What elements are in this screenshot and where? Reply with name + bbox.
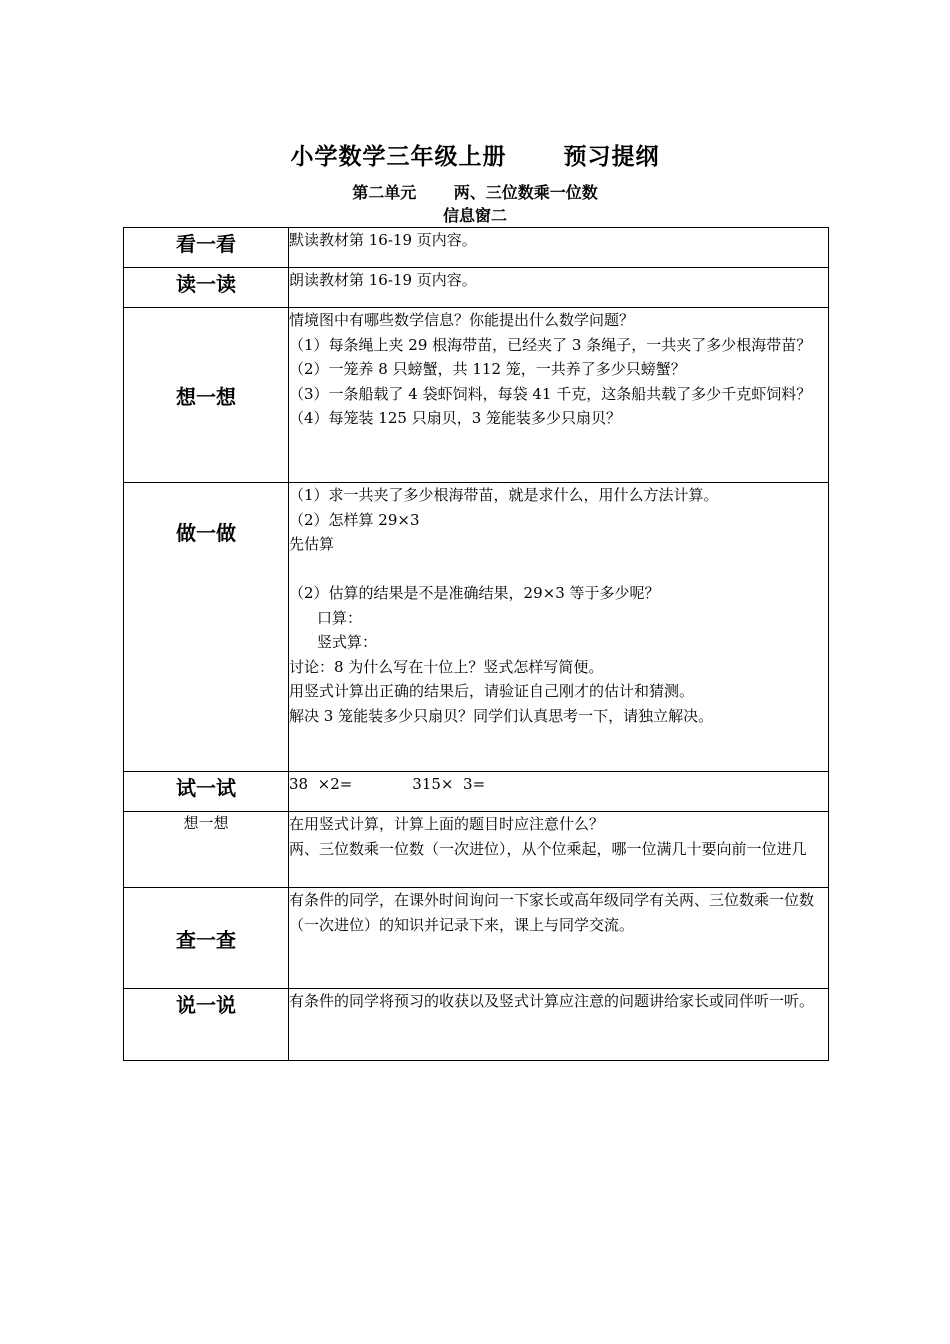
table-row <box>124 812 829 888</box>
table-row <box>124 989 829 1061</box>
row-content-look <box>289 228 829 268</box>
content-line <box>289 557 828 582</box>
row-content-say <box>289 989 829 1061</box>
content-line: 口算： <box>317 608 363 627</box>
row-content-try <box>289 772 829 812</box>
row-label-do: 做一做 <box>124 483 289 772</box>
content-line: 38 ×2= 315× 3= <box>289 775 486 793</box>
content-line: （2）估算的结果是不是准确结果，29×3 等于多少呢？ <box>289 584 660 602</box>
row-content-do <box>289 483 829 772</box>
content-line: 有条件的同学，在课外时间询问一下家长或高年级同学有关两、三位数乘一位数（一次进位）的知识并记录下来，课上与同学交流。 <box>289 891 815 934</box>
row-content-check <box>289 888 829 989</box>
table-row <box>124 228 829 268</box>
content-line: 讨论：8 为什么写在十位上？竖式怎样写简便。 <box>289 657 604 676</box>
content-line: 有条件的同学将预习的收获以及竖式计算应注意的问题讲给家长或同伴听一听。 <box>289 992 815 1010</box>
content-line: 在用竖式计算，计算上面的题目时应注意什么？ <box>289 815 605 833</box>
table-row <box>124 888 829 989</box>
content-line: 解决 3 笼能装多少只扇贝？同学们认真思考一下，请独立解决。 <box>289 706 714 725</box>
row-label-read: 读一读 <box>124 268 289 308</box>
row-label-try: 试一试 <box>124 772 289 812</box>
content-line: （2）一笼养 8 只螃蟹，共 112 笼，一共养了多少只螃蟹？ <box>289 360 686 378</box>
content-line: （1）求一共夹了多少根海带苗，就是求什么，用什么方法计算。 <box>289 486 719 504</box>
table-row <box>124 772 829 812</box>
section-heading: 信息窗二 <box>442 206 507 225</box>
content-line: （2）怎样算 29×3 <box>289 510 420 529</box>
content-line: （3）一条船载了 4 袋虾饲料，每袋 41 千克，这条船共载了多少千克虾饲料？ <box>289 384 812 403</box>
row-label-think-again: 想一想 <box>124 812 289 888</box>
content-line: 竖式算： <box>317 633 378 651</box>
unit-heading: 第二单元 两、三位数乘一位数 <box>352 183 598 202</box>
content-line: （4）每笼装 125 只扇贝，3 笼能装多少只扇贝？ <box>289 409 622 427</box>
row-label-check: 查一查 <box>124 888 289 989</box>
document-title: 小学数学三年级上册 预习提纲 <box>290 144 660 170</box>
row-label-think: 想一想 <box>124 308 289 483</box>
content-line: 默读教材第 16-19 页内容。 <box>289 231 477 249</box>
row-content-think <box>289 308 829 483</box>
row-label-say: 说一说 <box>124 989 289 1061</box>
table-row <box>124 308 829 483</box>
content-line: （1）每条绳上夹 29 根海带苗，已经夹了 3 条绳子，一共夹了多少根海带苗？ <box>289 335 812 354</box>
preview-outline-table <box>123 227 829 1061</box>
content-line: 两、三位数乘一位数（一次进位），从个位乘起，哪一位满几十要向前一位进几 <box>289 839 807 858</box>
row-content-think-again <box>289 812 829 888</box>
content-line: 用竖式计算出正确的结果后，请验证自己刚才的估计和猜测。 <box>289 682 695 700</box>
row-content-read <box>289 268 829 308</box>
content-line: 朗读教材第 16-19 页内容。 <box>289 271 477 289</box>
content-line: 先估算 <box>289 535 335 553</box>
row-label-look: 看一看 <box>124 228 289 268</box>
table-row <box>124 483 829 772</box>
content-line: 情境图中有哪些数学信息？你能提出什么数学问题？ <box>289 311 635 329</box>
table-row <box>124 268 829 308</box>
